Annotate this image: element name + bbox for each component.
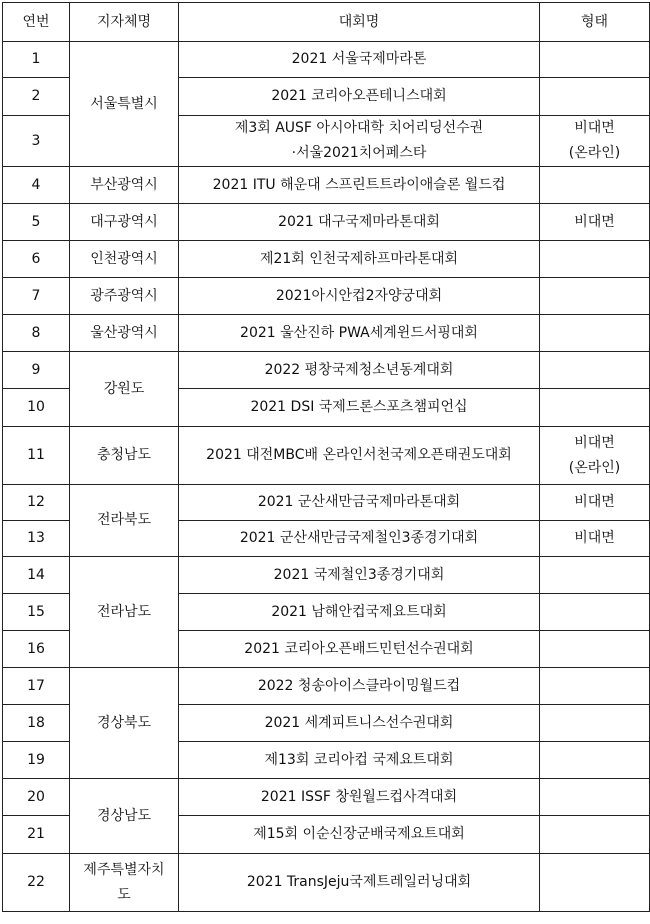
- event-name: 제21회 인천국제하프마라톤대회: [179, 241, 540, 278]
- row-number: 10: [3, 389, 70, 427]
- row-number: 7: [3, 278, 70, 315]
- event-name: 2021 남해안컵국제요트대회: [179, 594, 540, 631]
- event-form: [540, 42, 650, 78]
- header-no: 연번: [3, 3, 70, 42]
- row-number: 18: [3, 705, 70, 742]
- region-name: 대구광역시: [70, 204, 179, 241]
- event-form: [540, 594, 650, 631]
- event-form: [540, 389, 650, 427]
- event-form: [540, 167, 650, 204]
- row-number: 13: [3, 521, 70, 557]
- region-name: 부산광역시: [70, 167, 179, 204]
- region-name: 경상북도: [70, 668, 179, 779]
- event-name: 2021 ISSF 창원월드컵사격대회: [179, 779, 540, 816]
- event-name: 2021 군산새만금국제마라톤대회: [179, 485, 540, 521]
- row-number: 14: [3, 557, 70, 594]
- event-name: 2021 울산진하 PWA세계윈드서핑대회: [179, 315, 540, 352]
- region-name: 광주광역시: [70, 278, 179, 315]
- event-form: [540, 78, 650, 116]
- events-table: [2, 2, 650, 912]
- table-row: [3, 167, 650, 204]
- table-body: [3, 42, 650, 912]
- table-row: [3, 779, 650, 816]
- row-number: 19: [3, 742, 70, 779]
- row-number: 16: [3, 631, 70, 668]
- row-number: 12: [3, 485, 70, 521]
- event-name: 2021 코리아오픈배드민턴선수권대회: [179, 631, 540, 668]
- event-name: 제3회 AUSF 아시아대학 치어리딩선수권 ·서울2021치어페스타: [179, 116, 540, 167]
- region-name: 전라남도: [70, 557, 179, 668]
- region-name: 충청남도: [70, 427, 179, 485]
- row-number: 4: [3, 167, 70, 204]
- event-name: 2021 군산새만금국제철인3종경기대회: [179, 521, 540, 557]
- event-form: 비대면: [540, 521, 650, 557]
- event-name: 2022 평창국제청소년동계대회: [179, 352, 540, 389]
- event-form: 비대면: [540, 204, 650, 241]
- row-number: 1: [3, 42, 70, 78]
- event-name: 제15회 이순신장군배국제요트대회: [179, 816, 540, 854]
- event-form: 비대면 (온라인): [540, 427, 650, 485]
- event-name: 2021 국제철인3종경기대회: [179, 557, 540, 594]
- row-number: 22: [3, 854, 70, 912]
- table-row: [3, 427, 650, 485]
- event-name: 2022 청송아이스클라이밍월드컵: [179, 668, 540, 705]
- region-name: 전라북도: [70, 485, 179, 557]
- header-region: 지자체명: [70, 3, 179, 42]
- row-number: 17: [3, 668, 70, 705]
- event-form: [540, 668, 650, 705]
- row-number: 8: [3, 315, 70, 352]
- event-form: [540, 631, 650, 668]
- row-number: 20: [3, 779, 70, 816]
- event-form: [540, 816, 650, 854]
- region-name: 경상남도: [70, 779, 179, 854]
- event-name: 2021 서울국제마라톤: [179, 42, 540, 78]
- event-name: 2021 TransJeju국제트레일러닝대회: [179, 854, 540, 912]
- table-row: [3, 668, 650, 705]
- event-form: 비대면: [540, 485, 650, 521]
- event-form: [540, 779, 650, 816]
- table-row: [3, 204, 650, 241]
- table-row: [3, 854, 650, 912]
- event-form: [540, 705, 650, 742]
- event-name: 2021 대구국제마라톤대회: [179, 204, 540, 241]
- row-number: 2: [3, 78, 70, 116]
- region-name: 제주특별자치 도: [70, 854, 179, 912]
- region-name: 인천광역시: [70, 241, 179, 278]
- event-form: 비대면 (온라인): [540, 116, 650, 167]
- event-form: [540, 352, 650, 389]
- event-form: [540, 854, 650, 912]
- table-row: [3, 352, 650, 389]
- row-number: 9: [3, 352, 70, 389]
- event-name: 2021 세계피트니스선수권대회: [179, 705, 540, 742]
- region-name: 강원도: [70, 352, 179, 427]
- row-number: 5: [3, 204, 70, 241]
- table-row: [3, 557, 650, 594]
- table-row: [3, 42, 650, 78]
- event-name: 2021 DSI 국제드론스포츠챔피언십: [179, 389, 540, 427]
- table-row: [3, 315, 650, 352]
- event-name: 제13회 코리아컵 국제요트대회: [179, 742, 540, 779]
- header-form: 형태: [540, 3, 650, 42]
- row-number: 11: [3, 427, 70, 485]
- event-form: [540, 241, 650, 278]
- table-row: [3, 485, 650, 521]
- event-form: [540, 278, 650, 315]
- event-name: 2021 대전MBC배 온라인서천국제오픈태권도대회: [179, 427, 540, 485]
- row-number: 6: [3, 241, 70, 278]
- row-number: 15: [3, 594, 70, 631]
- event-form: [540, 315, 650, 352]
- header-event: 대회명: [179, 3, 540, 42]
- region-name: 서울특별시: [70, 42, 179, 167]
- event-form: [540, 557, 650, 594]
- row-number: 3: [3, 116, 70, 167]
- header-row: [3, 3, 650, 42]
- event-name: 2021 코리아오픈테니스대회: [179, 78, 540, 116]
- table-row: [3, 278, 650, 315]
- row-number: 21: [3, 816, 70, 854]
- region-name: 울산광역시: [70, 315, 179, 352]
- event-name: 2021아시안컵2자양궁대회: [179, 278, 540, 315]
- table-row: [3, 241, 650, 278]
- event-form: [540, 742, 650, 779]
- event-name: 2021 ITU 해운대 스프린트트라이애슬론 월드컵: [179, 167, 540, 204]
